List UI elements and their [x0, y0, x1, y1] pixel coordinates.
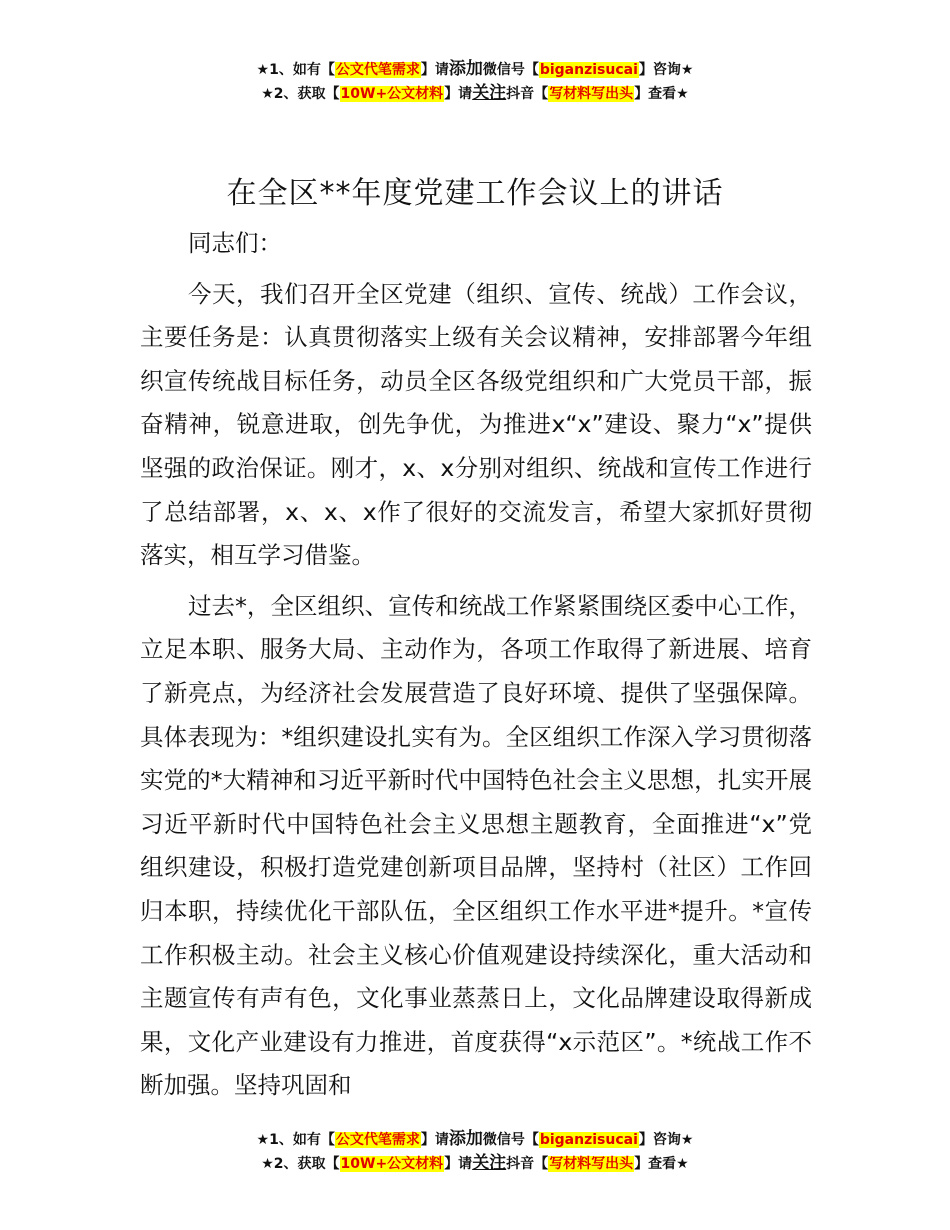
banner-highlight: 10W+公文材料	[340, 1156, 444, 1172]
banner-emphasis: 添加	[448, 1129, 483, 1149]
banner-text: ★1、如有【	[256, 62, 335, 78]
banner-line-1	[0, 1128, 950, 1152]
banner-text: ★2、获取【	[261, 1156, 340, 1172]
banner-emphasis: 关注	[472, 1153, 507, 1173]
banner-text: 】查看★	[634, 86, 689, 102]
banner-line-1	[0, 58, 950, 82]
banner-text: 】咨询★	[638, 1132, 694, 1148]
banner-highlight: 公文代笔需求	[335, 1132, 420, 1148]
banner-text: 】请	[444, 86, 473, 102]
banner-highlight: 10W+公文材料	[340, 86, 444, 102]
banner-text: 】查看★	[634, 1156, 689, 1172]
banner-line-2	[0, 82, 950, 106]
header-banner	[0, 58, 950, 106]
greeting: 同志们：	[188, 229, 282, 257]
banner-line-2	[0, 1152, 950, 1176]
banner-text: ★1、如有【	[256, 1132, 335, 1148]
banner-highlight: 写材料写出头	[549, 86, 634, 102]
banner-text: 】请	[420, 62, 449, 78]
banner-text: 抖音【	[506, 86, 549, 102]
paragraph: 过去*，全区组织、宣传和统战工作紧紧围绕区委中心工作，立足本职、服务大局、主动作为，各项工作取得了新进展、培育了新亮点，为经济社会发展营造了良好环境、提供了坚强保障。具体表现为：*组织建设扎实有为。全区组织工作深入学习贯彻落实党的*大精神和习近平新时代中国特色社会主义思想，扎实开展习近平新时代中国特色社会主义思想主题教育，全面推进“x”党组织建设，积极打造党建创新项目品牌，坚持村（社区）工作回归本职，持续优化干部队伍，全区组织工作水平进*提升。*宣传工作积极主动。社会主义核心价值观建设持续深化，重大活动和主题宣传有声有色，文化事业蒸蒸日上，文化品牌建设取得新成果，文化产业建设有力推进，首度获得“x示范区”。*统战工作不断加强。坚持巩固和	[140, 591, 812, 1100]
banner-text: 】请	[420, 1132, 449, 1148]
paragraph: 今天，我们召开全区党建（组织、宣传、统战）工作会议，主要任务是：认真贯彻落实上级有关会议精神，安排部署今年组织宣传统战目标任务，动员全区各级党组织和广大党员干部，振奋精神，锐意进取，创先争优，为推进x“x”建设、聚力“x”提供坚强的政治保证。刚才，x、x分别对组织、统战和宣传工作进行了总结部署，x、x、x作了很好的交流发言，希望大家抓好贯彻落实，相互学习借鉴。	[140, 279, 812, 570]
banner-text: 微信号【	[482, 62, 539, 78]
banner-text: ★2、获取【	[261, 86, 340, 102]
document-title: 在全区**年度党建工作会议上的讲话	[226, 176, 724, 211]
document-body	[140, 222, 812, 1115]
banner-highlight: 写材料写出头	[549, 1156, 634, 1172]
banner-text: 】咨询★	[638, 62, 694, 78]
banner-highlight: biganzisucai	[539, 1132, 638, 1148]
banner-emphasis: 关注	[472, 83, 507, 103]
banner-text: 】请	[444, 1156, 473, 1172]
banner-emphasis: 添加	[448, 59, 483, 79]
banner-highlight: biganzisucai	[539, 62, 638, 78]
banner-text: 微信号【	[482, 1132, 539, 1148]
footer-banner	[0, 1128, 950, 1176]
banner-highlight: 公文代笔需求	[335, 62, 420, 78]
banner-text: 抖音【	[506, 1156, 549, 1172]
